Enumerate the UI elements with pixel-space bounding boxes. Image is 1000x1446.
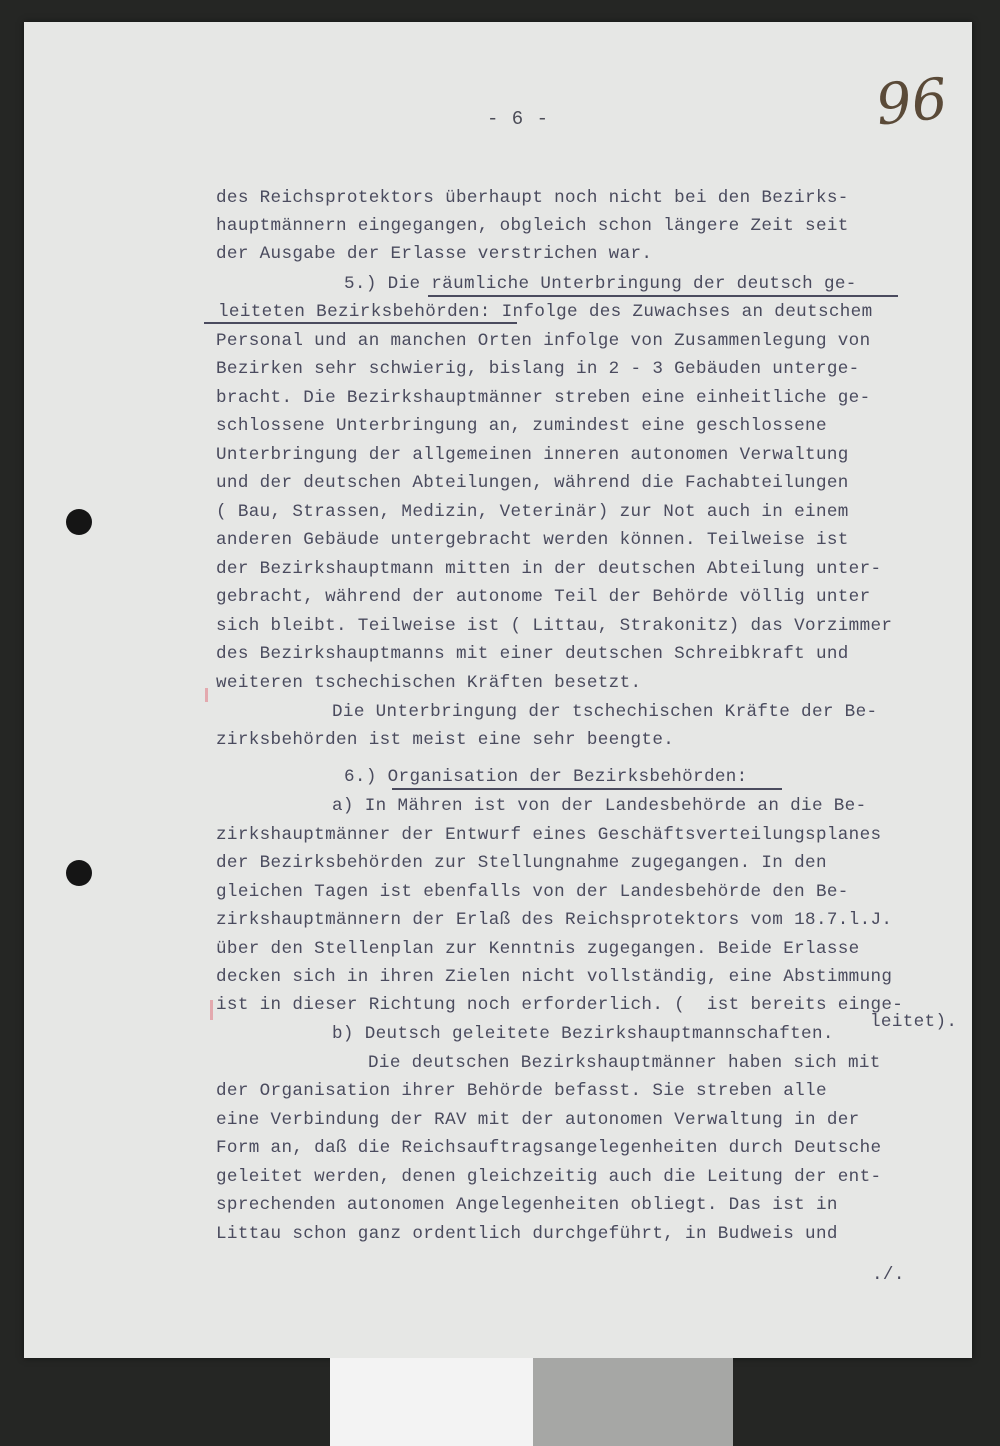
text-line: der Bezirkshauptmann mitten in der deutschen Abteilung unter- <box>216 559 882 579</box>
underline <box>392 788 782 790</box>
text-line: gebracht, während der autonome Teil der Behörde völlig unter <box>216 587 871 607</box>
underline <box>204 322 517 324</box>
scan-label-gray <box>533 1358 733 1446</box>
text-line: Bezirken sehr schwierig, bislang in 2 - 3 Gebäuden unterge- <box>216 359 860 379</box>
text-line: und der deutschen Abteilungen, während die Fachabteilungen <box>216 473 849 493</box>
text-line: eine Verbindung der RAV mit der autonomen Verwaltung in der <box>216 1110 860 1130</box>
punch-hole-bottom <box>66 860 92 886</box>
pink-mark <box>205 688 208 702</box>
text-line: Form an, daß die Reichsauftragsangelegenheiten durch Deutsche <box>216 1138 882 1158</box>
text-line: ./. <box>872 1265 905 1285</box>
text-line: der Organisation ihrer Behörde befasst. Sie streben alle <box>216 1081 827 1101</box>
text-line: 5.) Die räumliche Unterbringung der deutsch ge- <box>344 274 857 294</box>
punch-hole-top <box>66 509 92 535</box>
text-line: Die deutschen Bezirkshauptmänner haben sich mit <box>368 1053 881 1073</box>
underline <box>428 295 898 297</box>
text-line: 6.) Organisation der Bezirksbehörden: <box>344 767 748 787</box>
text-line: sprechenden autonomen Angelegenheiten obliegt. Das ist in <box>216 1195 838 1215</box>
pink-mark <box>210 1000 213 1020</box>
text-line: anderen Gebäude untergebracht werden können. Teilweise ist <box>216 530 849 550</box>
scan-label-white <box>330 1358 533 1446</box>
text-line: schlossene Unterbringung an, zumindest eine geschlossene <box>216 416 827 436</box>
text-line: zirksbehörden ist meist eine sehr beengte. <box>216 730 675 750</box>
text-line: leiteten Bezirksbehörden: Infolge des Zuwachses an deutschem <box>218 302 873 322</box>
text-line: bracht. Die Bezirkshauptmänner streben eine einheitliche ge- <box>216 388 871 408</box>
text-line: der Bezirksbehörden zur Stellungnahme zugegangen. In den <box>216 853 827 873</box>
text-line: Littau schon ganz ordentlich durchgeführt, in Budweis und <box>216 1224 838 1244</box>
text-line: Die Unterbringung der tschechischen Kräfte der Be- <box>332 702 878 722</box>
text-line: Personal und an manchen Orten infolge von Zusammenlegung von <box>216 331 871 351</box>
folio-number-handwritten: 96 <box>872 66 951 139</box>
text-line: weiteren tschechischen Kräften besetzt. <box>216 673 642 693</box>
text-line: ( Bau, Strassen, Medizin, Veterinär) zur Not auch in einem <box>216 502 849 522</box>
text-line: decken sich in ihren Zielen nicht vollständig, eine Abstimmung <box>216 967 893 987</box>
text-line: b) Deutsch geleitete Bezirkshauptmannschaften. <box>332 1024 834 1044</box>
text-line: der Ausgabe der Erlasse verstrichen war. <box>216 244 653 264</box>
text-line: des Bezirkshauptmanns mit einer deutschen Schreibkraft und <box>216 644 849 664</box>
text-line: ist in dieser Richtung noch erforderlich. ( ist bereits einge- <box>216 995 904 1015</box>
text-line: Unterbringung der allgemeinen inneren autonomen Verwaltung <box>216 445 849 465</box>
text-line: leitet). <box>870 1012 958 1032</box>
text-line: über den Stellenplan zur Kenntnis zugegangen. Beide Erlasse <box>216 939 860 959</box>
text-line: zirkshauptmänner der Entwurf eines Geschäftsverteilungsplanes <box>216 825 882 845</box>
page-number: - 6 - <box>487 108 550 130</box>
text-line: des Reichsprotektors überhaupt noch nicht bei den Bezirks- <box>216 188 849 208</box>
text-line: zirkshauptmännern der Erlaß des Reichsprotektors vom 18.7.l.J. <box>216 910 893 930</box>
text-line: geleitet werden, denen gleichzeitig auch die Leitung der ent- <box>216 1167 882 1187</box>
text-line: gleichen Tagen ist ebenfalls von der Landesbehörde den Be- <box>216 882 849 902</box>
text-line: sich bleibt. Teilweise ist ( Littau, Strakonitz) das Vorzimmer <box>216 616 893 636</box>
text-line: a) In Mähren ist von der Landesbehörde an die Be- <box>332 796 867 816</box>
text-line: hauptmännern eingegangen, obgleich schon längere Zeit seit <box>216 216 849 236</box>
